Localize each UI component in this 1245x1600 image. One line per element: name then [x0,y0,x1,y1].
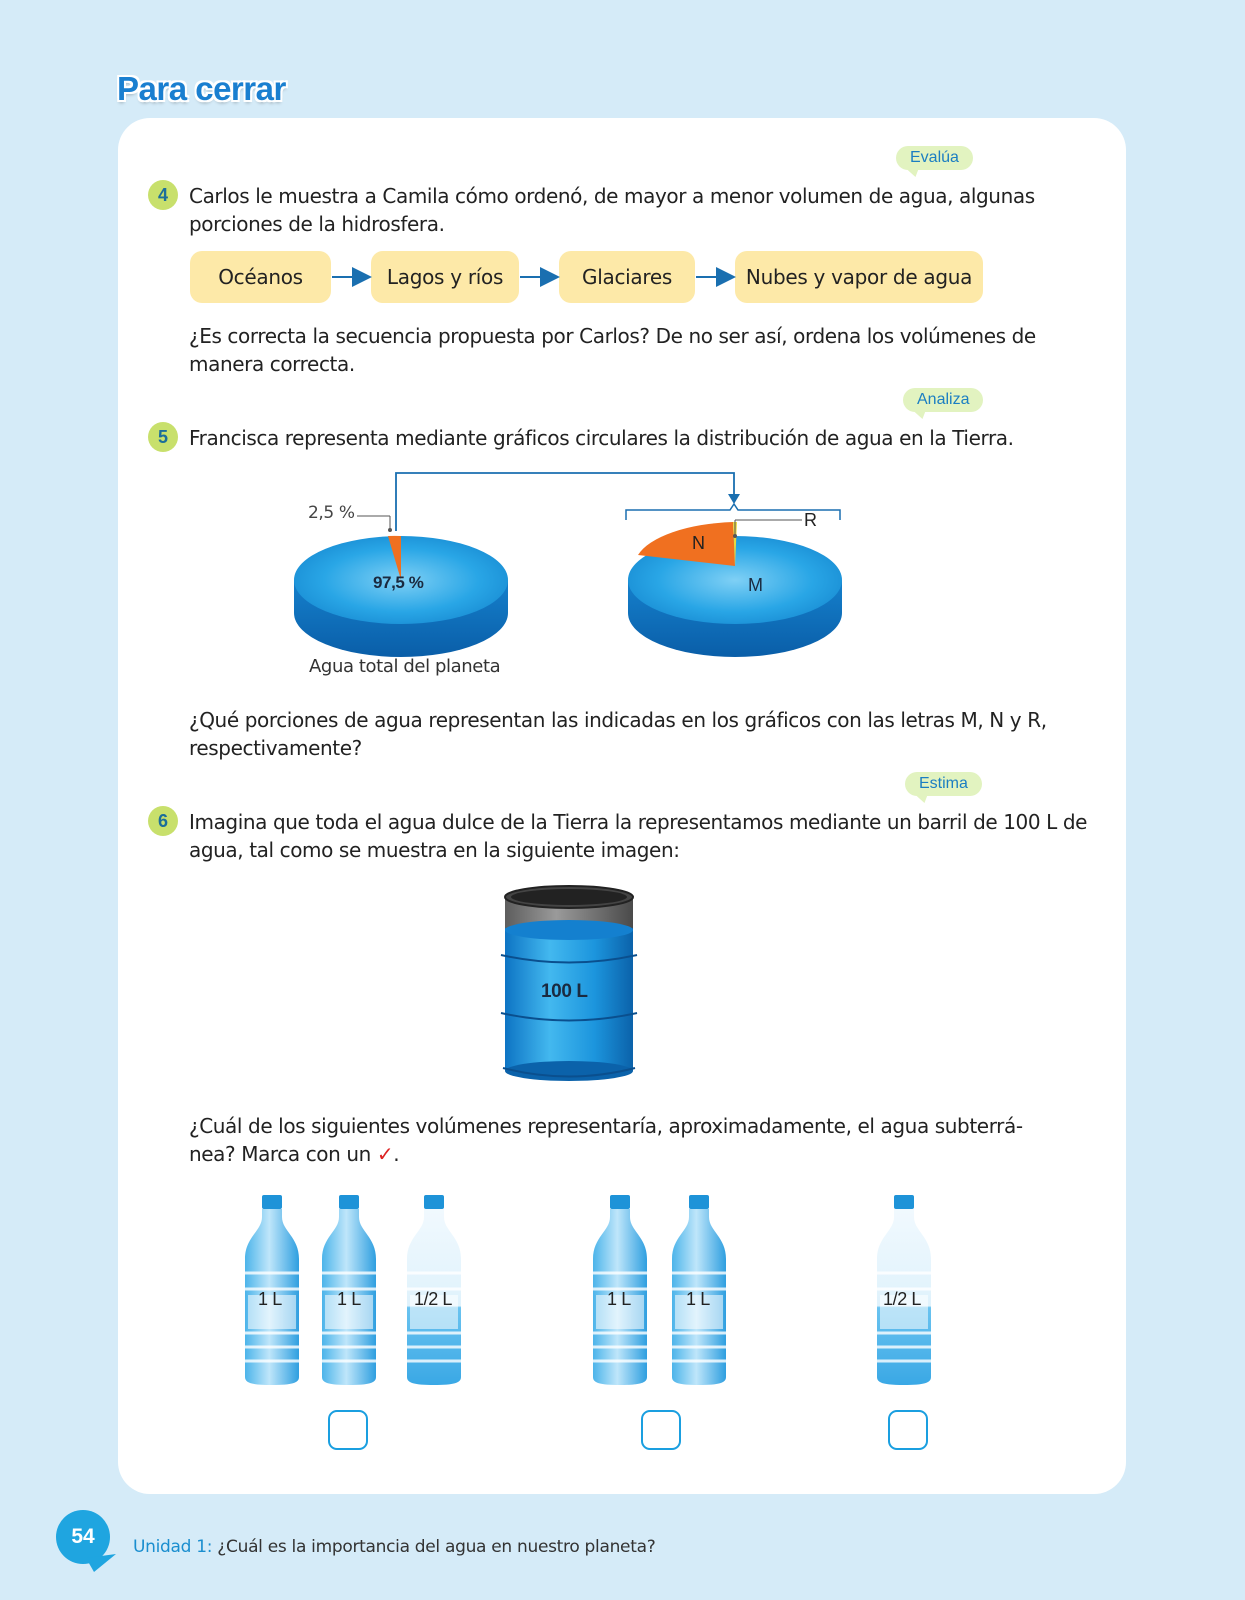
q5-question-line1: ¿Qué porciones de agua representan las indicadas en los gráficos con las letras M, N y R, [189,708,1047,732]
sequence-box-lagos: Lagos y ríos [371,251,519,303]
bottle-label: 1 L [258,1289,282,1309]
pie2-label-r: R [804,510,817,530]
pie1-large-label: 97,5 % [373,573,424,592]
q6-line1: Imagina que toda el agua dulce de la Tierra la representamos mediante un barril de 100 L de [189,810,1088,834]
q6-question-line1: ¿Cuál de los siguientes volúmenes representaría, aproximadamente, el agua subterrá- [189,1114,1023,1138]
evalua-tag: Evalúa [896,146,973,170]
sequence-box-glaciares: Glaciares [559,251,695,303]
page-number-tail [86,1548,126,1578]
option-3-checkbox[interactable] [888,1410,928,1450]
option-1-checkbox[interactable] [328,1410,368,1450]
q4-line2: porciones de la hidrosfera. [189,212,445,236]
sequence-box-oceanos: Océanos [190,251,331,303]
q4-line1: Carlos le muestra a Camila cómo ordenó, de mayor a menor volumen de agua, algunas [189,184,1035,208]
barrel-label: 100 L [541,981,588,1002]
bottle-label: 1 L [607,1289,631,1309]
bottle-label: 1/2 L [414,1289,453,1309]
pie1-small-label: 2,5 % [308,503,355,523]
checkmark-icon: ✓ [376,1142,394,1166]
bottle-label: 1 L [686,1289,710,1309]
page-number-badge: 54 [56,1510,110,1564]
question-number-5: 5 [148,422,178,452]
footer-unit-question: ¿Cuál es la importancia del agua en nuestro planeta? [217,1537,656,1557]
q5-question-line2: respectivamente? [189,736,362,760]
analiza-tag: Analiza [903,388,983,412]
sequence-box-nubes: Nubes y vapor de agua [735,251,983,303]
q6-question-line2-text: nea? Marca con un [189,1142,371,1166]
bottle-label: 1/2 L [883,1289,922,1309]
option-2-checkbox[interactable] [641,1410,681,1450]
bottle-label: 1 L [337,1289,361,1309]
estima-tag: Estima [905,772,982,796]
q5-line1: Francisca representa mediante gráficos circulares la distribución de agua en la Tierra. [189,426,1014,450]
question-number-4: 4 [148,180,178,210]
pie2-label-m: M [748,575,763,595]
q4-question-line1: ¿Es correcta la secuencia propuesta por Carlos? De no ser así, ordena los volúmenes de [189,324,1036,348]
section-title: Para cerrar [117,70,286,107]
q4-question-line2: manera correcta. [189,352,355,376]
footer-unit-title [133,1537,655,1557]
q6-question-end: . [393,1142,400,1166]
pie1-caption: Agua total del planeta [309,656,501,677]
pie2-label-n: N [692,533,705,553]
footer-unit-label: Unidad 1: [133,1537,213,1557]
q6-line2: agua, tal como se muestra en la siguiente imagen: [189,838,680,862]
question-number-6: 6 [148,806,178,836]
